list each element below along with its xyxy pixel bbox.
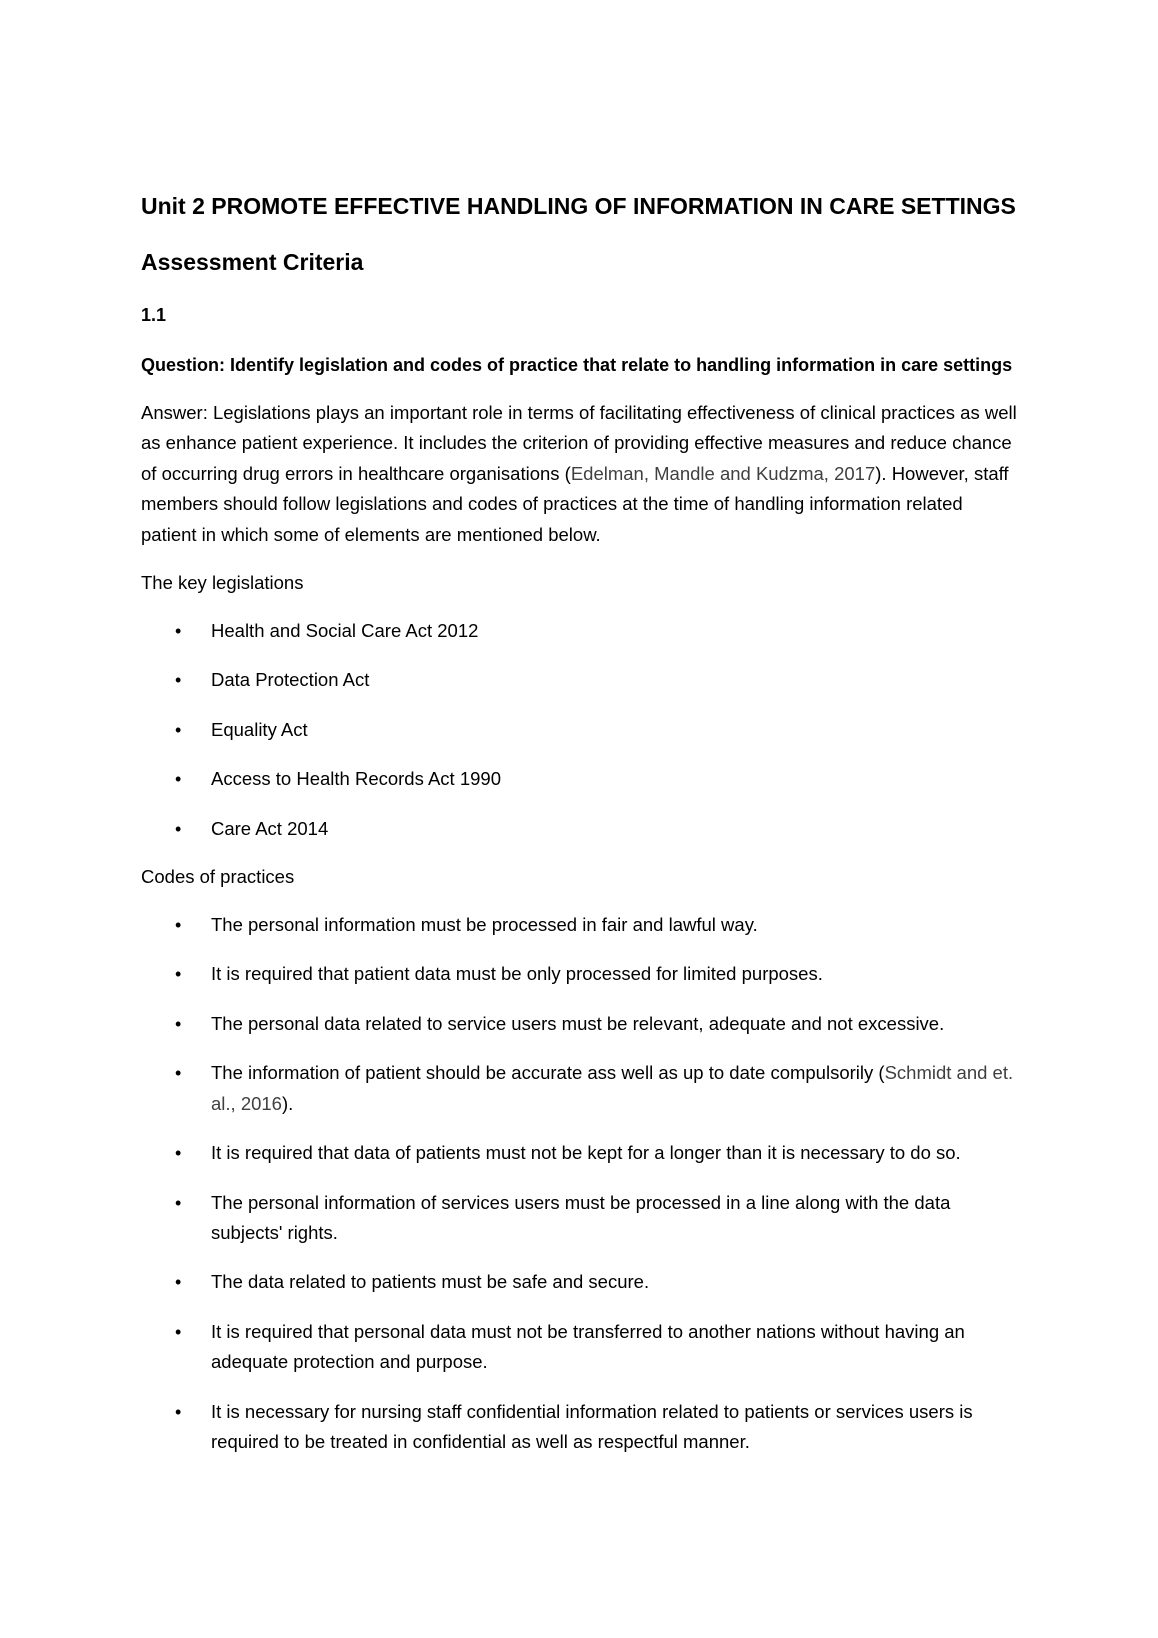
list-item: • The personal data related to service users must be relevant, adequate and not excessive. xyxy=(141,1009,1021,1039)
bullet-icon: • xyxy=(175,1272,182,1293)
citation: Schmidt and et. al., 2016 xyxy=(211,1062,1014,1114)
bullet-icon: • xyxy=(175,719,182,740)
list-item: • Health and Social Care Act 2012 xyxy=(141,616,1021,646)
list-item: • Equality Act xyxy=(141,715,1021,745)
list-item: • The data related to patients must be safe and secure. xyxy=(141,1267,1021,1297)
bullet-icon: • xyxy=(175,1321,182,1342)
list-item: • It is required that patient data must be only processed for limited purposes. xyxy=(141,959,1021,989)
list-item: • It is required that personal data must not be transferred to another nations without having an adequate protection and purpose. xyxy=(141,1317,1021,1378)
bullet-icon: • xyxy=(175,915,182,936)
question-text: Question: Identify legislation and codes of practice that relate to handling information in care settings xyxy=(141,355,1013,375)
bullet-icon: • xyxy=(175,818,182,839)
list-item: • It is necessary for nursing staff confidential information related to patients or services users is required to be treated in confidential as well as respectful manner. xyxy=(141,1397,1021,1458)
answer-text-part1: Answer: Legislations plays an important role in terms of facilitating effectiveness of clinical practices as well as enhance patient experience. It includes the criterion of providing effective measures and reduce chance of occurring drug errors in healthcare organisations ( xyxy=(141,402,1017,484)
list-item: • The information of patient should be accurate ass well as up to date compulsorily (Schmidt and et. al., 2016). xyxy=(141,1058,1021,1119)
codes-label: Codes of practices xyxy=(141,866,295,888)
legislations-list xyxy=(141,616,1021,844)
answer-text-part2: ). However, staff members should follow legislations and codes of practices at the time of handling information related patient in which some of elements are mentioned below. xyxy=(141,462,1009,545)
bullet-icon: • xyxy=(175,670,182,691)
list-item: • The personal information must be processed in fair and lawful way. xyxy=(141,910,1021,940)
codes-list xyxy=(141,910,1021,1457)
document-page xyxy=(141,190,1021,1457)
bullet-icon: • xyxy=(175,1063,182,1084)
bullet-icon: • xyxy=(175,964,182,985)
bullet-icon: • xyxy=(175,769,182,790)
list-item: • It is required that data of patients must not be kept for a longer than it is necessary to do so. xyxy=(141,1138,1021,1168)
list-item: • Care Act 2014 xyxy=(141,814,1021,844)
list-item: • Access to Health Records Act 1990 xyxy=(141,764,1021,794)
bullet-icon: • xyxy=(175,1143,182,1164)
section-heading: Assessment Criteria xyxy=(141,249,364,275)
document-title: Unit 2 PROMOTE EFFECTIVE HANDLING OF INFORMATION IN CARE SETTINGS xyxy=(141,193,1016,219)
legislations-label: The key legislations xyxy=(141,572,304,594)
bullet-icon: • xyxy=(175,1401,182,1422)
bullet-icon: • xyxy=(175,1192,182,1213)
list-item: • Data Protection Act xyxy=(141,665,1021,695)
bullet-icon: • xyxy=(175,1013,182,1034)
citation: Edelman, Mandle and Kudzma, 2017 xyxy=(570,462,876,484)
answer-paragraph xyxy=(141,398,1021,550)
bullet-icon: • xyxy=(175,621,182,642)
criteria-number: 1.1 xyxy=(141,305,167,325)
list-item: • The personal information of services users must be processed in a line along with the data subjects' rights. xyxy=(141,1188,1021,1249)
